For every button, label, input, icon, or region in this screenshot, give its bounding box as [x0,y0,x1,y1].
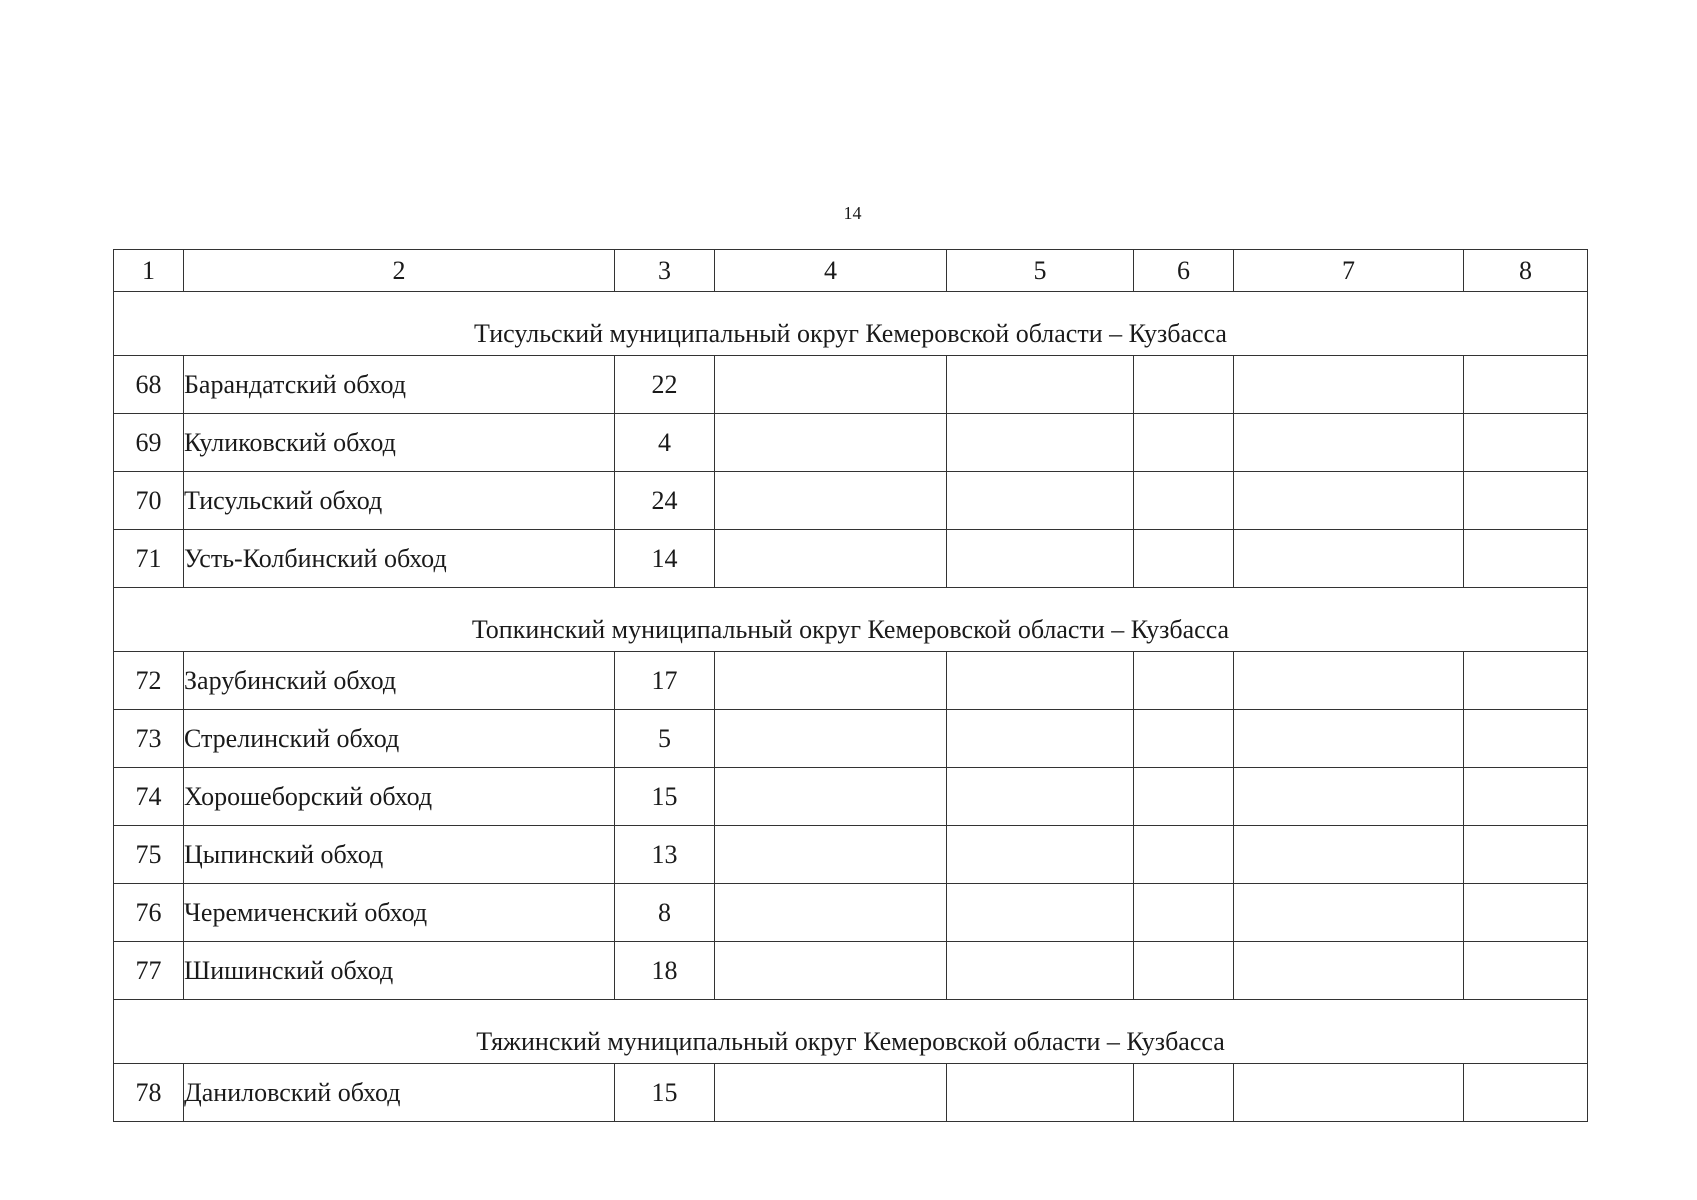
table-row [114,942,1588,1000]
row-number-cell: 71 [114,530,184,588]
empty-cell-col-5 [947,884,1134,942]
empty-cell-col-5 [947,768,1134,826]
empty-cell-col-5 [947,414,1134,472]
table-row [114,414,1588,472]
table-row [114,530,1588,588]
empty-cell-col-7 [1234,768,1464,826]
district-name-cell: Стрелинский обход [184,710,615,768]
empty-cell-col-8 [1464,652,1588,710]
empty-cell-col-4 [715,884,947,942]
table-row [114,710,1588,768]
empty-cell-col-8 [1464,356,1588,414]
empty-cell-col-5 [947,1064,1134,1122]
empty-cell-col-8 [1464,710,1588,768]
district-name-cell: Шишинский обход [184,942,615,1000]
empty-cell-col-4 [715,942,947,1000]
row-number-cell: 76 [114,884,184,942]
empty-cell-col-5 [947,356,1134,414]
empty-cell-col-4 [715,710,947,768]
row-number-cell: 77 [114,942,184,1000]
empty-cell-col-7 [1234,826,1464,884]
row-number-cell: 78 [114,1064,184,1122]
column-header: 4 [715,250,947,292]
empty-cell-col-4 [715,356,947,414]
table-row [114,472,1588,530]
district-name-cell: Цыпинский обход [184,826,615,884]
district-name-cell: Куликовский обход [184,414,615,472]
district-name-cell: Даниловский обход [184,1064,615,1122]
empty-cell-col-8 [1464,530,1588,588]
section-header-row [114,588,1588,652]
row-number-cell: 69 [114,414,184,472]
table-row [114,768,1588,826]
empty-cell-col-5 [947,652,1134,710]
empty-cell-col-7 [1234,414,1464,472]
empty-cell-col-7 [1234,530,1464,588]
empty-cell-col-5 [947,472,1134,530]
value-cell: 17 [615,652,715,710]
district-name-cell: Черемиченский обход [184,884,615,942]
section-title: Топкинский муниципальный округ Кемеровской области – Кузбасса [114,588,1588,652]
empty-cell-col-5 [947,530,1134,588]
empty-cell-col-4 [715,652,947,710]
row-number-cell: 74 [114,768,184,826]
empty-cell-col-6 [1134,942,1234,1000]
empty-cell-col-7 [1234,356,1464,414]
empty-cell-col-5 [947,710,1134,768]
empty-cell-col-6 [1134,530,1234,588]
empty-cell-col-7 [1234,710,1464,768]
column-header: 1 [114,250,184,292]
district-name-cell: Зарубинский обход [184,652,615,710]
column-header: 2 [184,250,615,292]
value-cell: 5 [615,710,715,768]
empty-cell-col-6 [1134,710,1234,768]
value-cell: 15 [615,768,715,826]
empty-cell-col-6 [1134,884,1234,942]
table-row [114,1064,1588,1122]
column-header: 8 [1464,250,1588,292]
district-name-cell: Усть-Колбинский обход [184,530,615,588]
district-name-cell: Хорошеборский обход [184,768,615,826]
row-number-cell: 72 [114,652,184,710]
empty-cell-col-5 [947,942,1134,1000]
value-cell: 24 [615,472,715,530]
empty-cell-col-8 [1464,472,1588,530]
empty-cell-col-4 [715,530,947,588]
column-header: 6 [1134,250,1234,292]
column-header: 3 [615,250,715,292]
district-name-cell: Барандатский обход [184,356,615,414]
table-row [114,356,1588,414]
empty-cell-col-8 [1464,884,1588,942]
table-row [114,826,1588,884]
value-cell: 13 [615,826,715,884]
row-number-cell: 75 [114,826,184,884]
section-header-row [114,1000,1588,1064]
table-body [114,250,1588,1122]
row-number-cell: 70 [114,472,184,530]
empty-cell-col-7 [1234,1064,1464,1122]
table-row [114,884,1588,942]
empty-cell-col-4 [715,472,947,530]
empty-cell-col-5 [947,826,1134,884]
section-title: Тисульский муниципальный округ Кемеровской области – Кузбасса [114,292,1588,356]
column-number-header-row [114,250,1588,292]
section-header-row [114,292,1588,356]
empty-cell-col-6 [1134,356,1234,414]
empty-cell-col-8 [1464,826,1588,884]
district-name-cell: Тисульский обход [184,472,615,530]
empty-cell-col-8 [1464,1064,1588,1122]
forest-districts-table [113,249,1588,1122]
empty-cell-col-6 [1134,652,1234,710]
value-cell: 8 [615,884,715,942]
empty-cell-col-4 [715,768,947,826]
value-cell: 4 [615,414,715,472]
empty-cell-col-8 [1464,768,1588,826]
page-number: 14 [843,203,862,223]
empty-cell-col-8 [1464,414,1588,472]
empty-cell-col-6 [1134,414,1234,472]
section-title: Тяжинский муниципальный округ Кемеровской области – Кузбасса [114,1000,1588,1064]
empty-cell-col-6 [1134,1064,1234,1122]
value-cell: 14 [615,530,715,588]
empty-cell-col-7 [1234,652,1464,710]
empty-cell-col-6 [1134,826,1234,884]
table-row [114,652,1588,710]
value-cell: 18 [615,942,715,1000]
empty-cell-col-4 [715,826,947,884]
column-header: 5 [947,250,1134,292]
empty-cell-col-8 [1464,942,1588,1000]
empty-cell-col-7 [1234,884,1464,942]
empty-cell-col-4 [715,414,947,472]
empty-cell-col-6 [1134,472,1234,530]
value-cell: 15 [615,1064,715,1122]
value-cell: 22 [615,356,715,414]
empty-cell-col-7 [1234,942,1464,1000]
empty-cell-col-7 [1234,472,1464,530]
column-header: 7 [1234,250,1464,292]
row-number-cell: 73 [114,710,184,768]
row-number-cell: 68 [114,356,184,414]
empty-cell-col-6 [1134,768,1234,826]
empty-cell-col-4 [715,1064,947,1122]
